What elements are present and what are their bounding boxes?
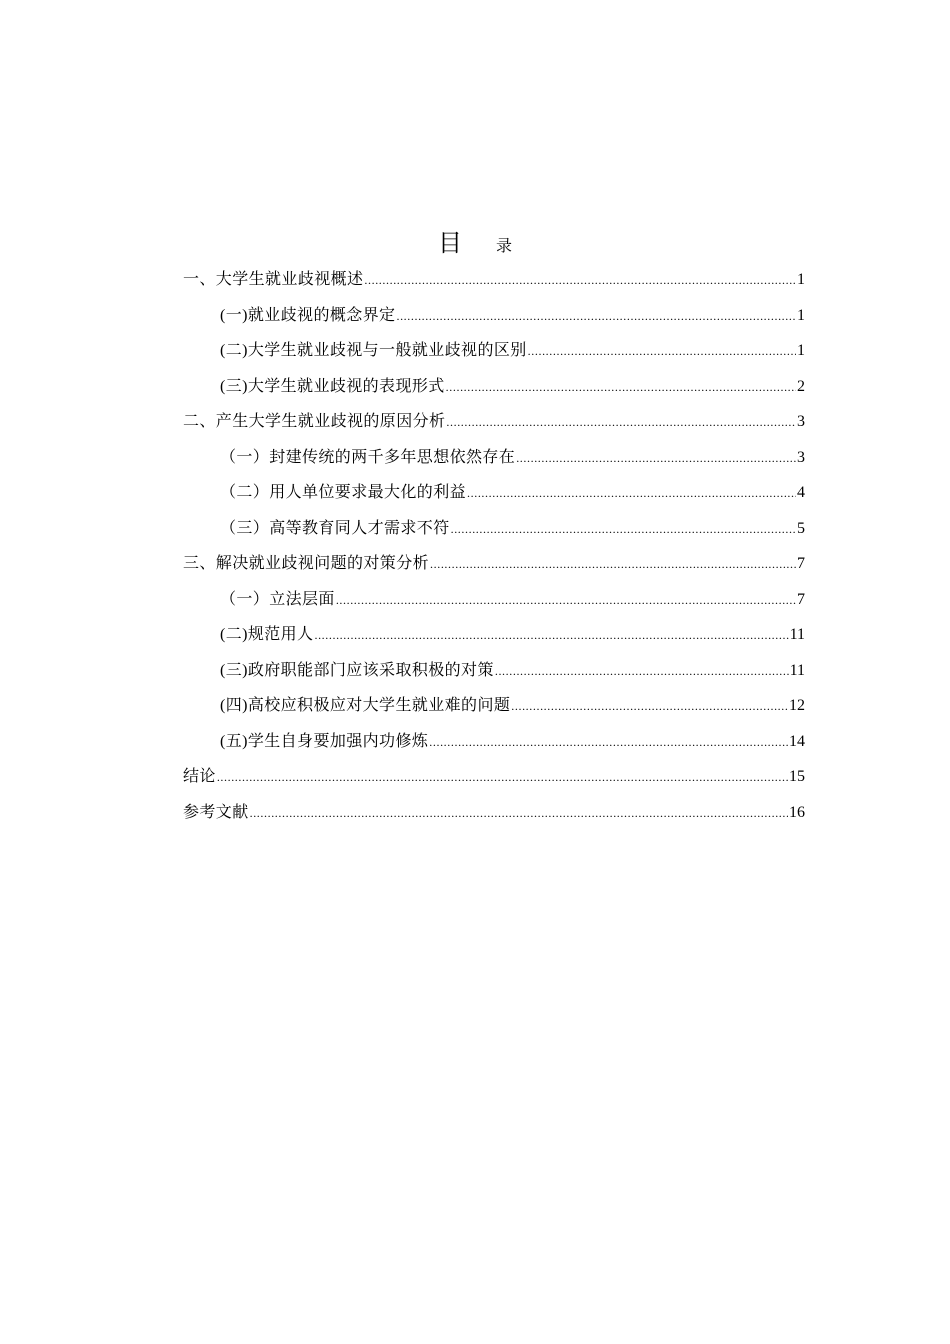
toc-entry[interactable] [183,759,805,795]
toc-entry[interactable] [183,617,805,653]
toc-entry-page: 1 [797,271,805,288]
toc-dot-leader [314,618,788,654]
toc-entry-label: (一)就业歧视的概念界定 [220,306,396,324]
toc-entry-label: (二)大学生就业歧视与一般就业歧视的区别 [220,342,527,359]
toc-entry[interactable] [183,440,805,476]
toc-entry-page: 4 [797,484,805,501]
toc-entry-page: 11 [789,626,805,643]
toc-entry-page: 7 [797,590,805,608]
toc-entry-label: (四)高校应积极应对大学生就业难的问题 [220,697,511,714]
toc-entry-label: 结论 [183,768,216,785]
toc-entry[interactable] [183,688,805,724]
toc-dot-leader [430,547,796,583]
toc-entry[interactable] [183,298,805,334]
toc-entry-label: (三)大学生就业歧视的表现形式 [220,377,445,395]
toc-dot-leader [217,760,788,796]
toc-entry[interactable] [183,369,805,405]
toc-entry-page: 16 [789,803,805,821]
toc-entry-page: 2 [797,377,805,395]
toc-dot-leader [528,334,796,370]
toc-dot-leader [467,476,796,512]
toc-title-second: 录 [495,236,512,255]
toc-dot-leader [429,725,788,761]
toc-entry-page: 7 [797,555,805,572]
toc-entry-label: 三、解决就业歧视问题的对策分析 [183,555,430,572]
toc-entry-label: (五)学生自身要加强内功修炼 [220,732,429,750]
toc-entry-label: (二)规范用人 [220,626,314,643]
toc-entry-label: 一、大学生就业歧视概述 [183,271,364,288]
toc-entry[interactable] [183,795,805,831]
toc-entry-page: 15 [789,768,805,785]
toc-entry-label: 参考文献 [183,803,249,821]
toc-dot-leader [336,583,796,619]
toc-title [0,228,950,262]
toc-entry-page: 11 [789,661,805,679]
toc-entry[interactable] [183,475,805,511]
toc-dot-leader [511,689,788,725]
toc-entry[interactable] [183,262,805,298]
toc-dot-leader [446,405,796,441]
table-of-contents [183,262,805,830]
toc-entry[interactable] [183,582,805,618]
toc-dot-leader [451,512,796,548]
toc-dot-leader [446,370,796,406]
toc-entry[interactable] [183,333,805,369]
toc-entry-label: （一）封建传统的两千多年思想依然存在 [220,448,516,466]
toc-entry-page: 1 [797,306,805,324]
toc-dot-leader [250,796,788,832]
toc-entry[interactable] [183,653,805,689]
toc-dot-leader [396,299,796,335]
toc-entry-page: 3 [797,413,805,430]
toc-dot-leader [516,441,796,477]
toc-entry-label: （二）用人单位要求最大化的利益 [220,484,467,501]
toc-entry-label: （三）高等教育同人才需求不符 [220,519,450,537]
toc-entry-page: 3 [797,448,805,466]
toc-entry-page: 12 [789,697,805,714]
toc-entry-label: (三)政府职能部门应该采取积极的对策 [220,661,494,679]
toc-dot-leader [364,263,796,299]
toc-entry[interactable] [183,546,805,582]
toc-entry-page: 14 [789,732,805,750]
toc-entry-page: 1 [797,342,805,359]
toc-entry[interactable] [183,724,805,760]
toc-entry[interactable] [183,511,805,547]
toc-entry-label: 二、产生大学生就业歧视的原因分析 [183,413,446,430]
toc-entry-page: 5 [797,519,805,537]
toc-title-main: 目 [437,229,462,257]
toc-dot-leader [495,654,789,690]
toc-entry[interactable] [183,404,805,440]
toc-entry-label: （一）立法层面 [220,590,335,608]
